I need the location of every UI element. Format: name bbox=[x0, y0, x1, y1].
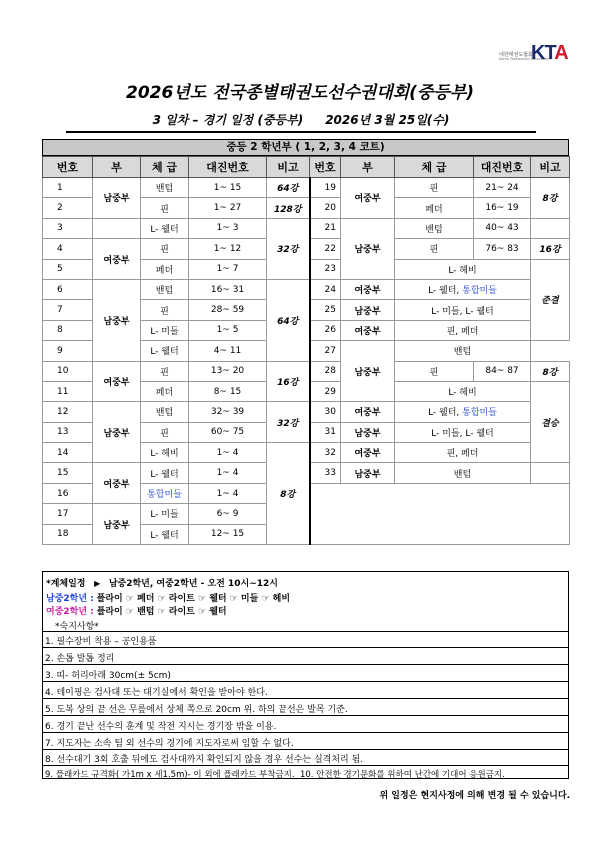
division-cell: 여중부 bbox=[341, 279, 395, 299]
bracket-cell: 12~ 15 bbox=[189, 524, 267, 544]
match-number: 18 bbox=[43, 524, 93, 544]
match-number: 6 bbox=[43, 279, 93, 299]
footer-note: 위 일정은 현지사정에 의해 변경 될 수 있습니다. bbox=[379, 791, 570, 801]
divider bbox=[43, 732, 568, 733]
weight-cell: 밴텀 bbox=[141, 402, 189, 422]
division-cell: 남중부 bbox=[93, 504, 141, 545]
bracket-cell: 1~ 12 bbox=[189, 239, 267, 259]
rule-item: 7. 지도자는 소속 팀 외 선수의 경기에 지도자로써 임할 수 없다. bbox=[45, 739, 294, 749]
division-cell: 남중부 bbox=[93, 402, 141, 463]
rule-item: 3. 띠- 허리아래 30cm(± 5cm) bbox=[45, 671, 171, 681]
table-row bbox=[43, 402, 570, 422]
match-number: 3 bbox=[43, 218, 93, 238]
weight-cell: 밴텀 bbox=[141, 178, 189, 198]
match-number: 27 bbox=[310, 341, 341, 361]
header-cell: 대진번호 bbox=[474, 157, 531, 178]
round-cell: 준결 bbox=[531, 259, 570, 341]
bracket-cell: 32~ 39 bbox=[189, 402, 267, 422]
rule-item: 6. 경기 끝난 선수의 훈계 및 작전 지시는 경기장 밖을 이용. bbox=[45, 722, 277, 732]
weight-cell: 핀 bbox=[141, 239, 189, 259]
weight-cell: L- 헤비 bbox=[395, 381, 531, 401]
match-number: 13 bbox=[43, 422, 93, 442]
bracket-cell: 21~ 24 bbox=[474, 178, 531, 198]
weight-cell: L- 웰터, 통합미들 bbox=[395, 279, 531, 299]
weight-cell: L- 웰터 bbox=[141, 524, 189, 544]
section-header: 중등 2 학년부 ( 1, 2, 3, 4 코트) bbox=[42, 139, 569, 156]
header-cell: 부 bbox=[93, 157, 141, 178]
weight-cell: 페더 bbox=[141, 259, 189, 279]
match-number: 26 bbox=[310, 320, 341, 340]
bracket-cell: 16~ 31 bbox=[189, 279, 267, 299]
divider bbox=[43, 647, 568, 648]
weight-cell: L- 미들 bbox=[141, 504, 189, 524]
rule-item: 8. 선수대기 3회 호출 뒤에도 검사대까지 확인되지 않을 경우 선수는 실격처리 됨. bbox=[45, 755, 364, 765]
round-cell: 8강 bbox=[531, 178, 570, 219]
rule-item: 9. 플래카드 규격화( 가1m x 세1.5m)- 이 외에 플래카드 부착금지. 10. 안전한 경기문화를 위하여 난간에 기대어 응원금지. bbox=[45, 770, 505, 780]
divider bbox=[43, 664, 568, 665]
rules-title: *숙지사항* bbox=[55, 622, 99, 632]
match-number: 5 bbox=[43, 259, 93, 279]
rule-item: 1. 필수장비 착용 – 공인용품 bbox=[45, 637, 157, 647]
weight-cell: 핀 bbox=[395, 178, 474, 198]
bracket-cell: 16~ 19 bbox=[474, 198, 531, 218]
weight-cell: 통합미들 bbox=[141, 483, 189, 503]
round-cell: 32강 bbox=[267, 402, 310, 443]
match-number: 29 bbox=[310, 381, 341, 401]
rule-item: 4. 테이핑은 검사대 또는 대기실에서 확인을 받아야 한다. bbox=[45, 688, 268, 698]
day-label: 3 일차 – 경기 일정 (중등부) bbox=[152, 113, 304, 127]
match-number: 30 bbox=[310, 402, 341, 422]
rule-item: 5. 도복 상의 끝 선은 무릎에서 상체 쪽으로 20cm 위. 하의 끝선은 발목 기준. bbox=[45, 705, 348, 715]
header-cell: 부 bbox=[341, 157, 395, 178]
table-row bbox=[43, 218, 570, 238]
round-cell: 32강 bbox=[267, 218, 310, 279]
division-cell: 남중부 bbox=[93, 279, 141, 361]
bracket-cell: 8~ 15 bbox=[189, 381, 267, 401]
round-cell: 결승 bbox=[531, 381, 570, 463]
weight-cell: L- 웰터, 통합미들 bbox=[395, 402, 531, 422]
bracket-cell: 84~ 87 bbox=[474, 361, 531, 381]
weight-cell: L- 헤비 bbox=[395, 259, 531, 279]
divider bbox=[43, 631, 568, 632]
bracket-cell: 4~ 11 bbox=[189, 341, 267, 361]
divider bbox=[43, 749, 568, 750]
weigh-in-schedule: *계체일정 ▶ 남중2학년, 여중2학년 - 오전 10시~12시 bbox=[46, 579, 278, 589]
bracket-cell: 76~ 83 bbox=[474, 239, 531, 259]
weight-cell: 페더 bbox=[141, 381, 189, 401]
division-cell: 여중부 bbox=[93, 361, 141, 402]
table-header-row bbox=[43, 157, 570, 178]
empty-cell bbox=[310, 483, 570, 544]
match-number: 14 bbox=[43, 443, 93, 463]
round-cell: 8강 bbox=[267, 443, 310, 545]
round-cell: 64강 bbox=[267, 178, 310, 198]
match-number: 12 bbox=[43, 402, 93, 422]
weight-cell: 핀 bbox=[141, 361, 189, 381]
round-cell bbox=[531, 218, 570, 238]
weight-cell: 페더 bbox=[395, 198, 474, 218]
weight-cell: L- 미들, L- 웰터 bbox=[395, 300, 531, 320]
round-cell: 16강 bbox=[267, 361, 310, 402]
weight-cell: L- 웰터 bbox=[141, 463, 189, 483]
weight-cell: 밴텀 bbox=[395, 341, 531, 361]
weight-cell: 밴텀 bbox=[395, 463, 531, 483]
weight-cell: 핀 bbox=[141, 422, 189, 442]
weight-cell: 핀 bbox=[395, 239, 474, 259]
division-cell: 남중부 bbox=[341, 463, 395, 483]
rule-item: 2. 손톱 발톱 정리 bbox=[45, 654, 115, 664]
bracket-cell: 28~ 59 bbox=[189, 300, 267, 320]
divider bbox=[43, 698, 568, 699]
boys-weigh-order: 남중2학년 : 플라이 ☞ 페더 ☞ 라이트 ☞ 웰터 ☞ 미들 ☞ 헤비 bbox=[46, 594, 291, 604]
division-cell: 여중부 bbox=[93, 239, 141, 280]
match-number: 16 bbox=[43, 483, 93, 503]
header-cell: 비고 bbox=[267, 157, 310, 178]
bracket-cell: 1~ 3 bbox=[189, 218, 267, 238]
bracket-cell: 13~ 20 bbox=[189, 361, 267, 381]
bracket-cell: 1~ 27 bbox=[189, 198, 267, 218]
kta-logo bbox=[499, 42, 569, 68]
division-cell: 남중부 bbox=[341, 341, 395, 402]
weight-cell: L- 미들 bbox=[141, 320, 189, 340]
match-number: 32 bbox=[310, 443, 341, 463]
round-cell: 8강 bbox=[531, 361, 570, 381]
bracket-cell: 1~ 5 bbox=[189, 320, 267, 340]
match-number: 28 bbox=[310, 361, 341, 381]
division-cell: 남중부 bbox=[341, 218, 395, 279]
match-number: 24 bbox=[310, 279, 341, 299]
division-cell: 여중부 bbox=[93, 463, 141, 504]
weight-cell: 핀, 페더 bbox=[395, 320, 531, 340]
match-number: 31 bbox=[310, 422, 341, 442]
org-name: 대한태권도협회 bbox=[499, 52, 533, 58]
weight-cell: L- 웰터 bbox=[141, 341, 189, 361]
schedule-date: 2026년 3월 25일(수) bbox=[325, 113, 450, 127]
header-cell: 체 급 bbox=[395, 157, 474, 178]
header-cell: 번호 bbox=[310, 157, 341, 178]
match-number: 21 bbox=[310, 218, 341, 238]
match-number: 17 bbox=[43, 504, 93, 524]
bracket-cell: 1~ 4 bbox=[189, 443, 267, 463]
match-number: 7 bbox=[43, 300, 93, 320]
match-number: 19 bbox=[310, 178, 341, 198]
header-cell: 비고 bbox=[531, 157, 570, 178]
notes-box bbox=[42, 571, 569, 779]
match-number: 23 bbox=[310, 259, 341, 279]
weight-cell: 핀 bbox=[141, 300, 189, 320]
match-number: 25 bbox=[310, 300, 341, 320]
divider bbox=[43, 681, 568, 682]
round-cell: 128강 bbox=[267, 198, 310, 218]
weight-cell: L- 헤비 bbox=[141, 443, 189, 463]
girls-weigh-order: 여중2학년 : 플라이 ☞ 밴텀 ☞ 라이트 ☞ 웰터 bbox=[46, 607, 227, 617]
round-cell bbox=[531, 463, 570, 483]
division-cell bbox=[93, 218, 141, 238]
bracket-cell: 6~ 9 bbox=[189, 504, 267, 524]
bracket-cell: 40~ 43 bbox=[474, 218, 531, 238]
division-cell: 남중부 bbox=[93, 178, 141, 219]
match-number: 15 bbox=[43, 463, 93, 483]
round-cell: 16강 bbox=[531, 239, 570, 259]
table-row bbox=[43, 178, 570, 198]
header-cell: 번호 bbox=[43, 157, 93, 178]
bracket-cell: 1~ 15 bbox=[189, 178, 267, 198]
header-cell: 대진번호 bbox=[189, 157, 267, 178]
match-number: 33 bbox=[310, 463, 341, 483]
divider bbox=[43, 765, 568, 766]
match-number: 9 bbox=[43, 341, 93, 361]
bracket-cell: 1~ 7 bbox=[189, 259, 267, 279]
match-number: 8 bbox=[43, 320, 93, 340]
match-number: 20 bbox=[310, 198, 341, 218]
weight-cell: 밴텀 bbox=[395, 218, 474, 238]
bracket-cell: 1~ 4 bbox=[189, 463, 267, 483]
match-number: 2 bbox=[43, 198, 93, 218]
division-cell: 여중부 bbox=[341, 320, 395, 340]
match-number: 1 bbox=[43, 178, 93, 198]
division-cell: 남중부 bbox=[341, 422, 395, 442]
round-cell: 64강 bbox=[267, 279, 310, 361]
division-cell: 남중부 bbox=[341, 300, 395, 320]
weight-cell: 핀, 페더 bbox=[395, 443, 531, 463]
match-number: 22 bbox=[310, 239, 341, 259]
division-cell: 여중부 bbox=[341, 443, 395, 463]
match-number: 4 bbox=[43, 239, 93, 259]
match-number: 10 bbox=[43, 361, 93, 381]
bracket-cell: 1~ 4 bbox=[189, 483, 267, 503]
weight-cell: 핀 bbox=[141, 198, 189, 218]
match-number: 11 bbox=[43, 381, 93, 401]
divider bbox=[43, 715, 568, 716]
weight-cell: L- 미들, L- 웰터 bbox=[395, 422, 531, 442]
kta-mark: KTA bbox=[531, 42, 568, 64]
division-cell: 여중부 bbox=[341, 178, 395, 219]
weight-cell: 핀 bbox=[395, 361, 474, 381]
header-cell: 체 급 bbox=[141, 157, 189, 178]
page-title: 2026년도 전국종별태권도선수권대회(중등부) bbox=[126, 83, 474, 103]
weight-cell: 밴텀 bbox=[141, 279, 189, 299]
schedule-subtitle bbox=[66, 111, 536, 133]
division-cell: 여중부 bbox=[341, 402, 395, 422]
table-row bbox=[43, 279, 570, 299]
org-name-en: Korea Taekwondo Association bbox=[499, 57, 551, 61]
weight-cell: L- 웰터 bbox=[141, 218, 189, 238]
schedule-table bbox=[42, 156, 570, 545]
bracket-cell: 60~ 75 bbox=[189, 422, 267, 442]
table-row bbox=[43, 361, 570, 381]
